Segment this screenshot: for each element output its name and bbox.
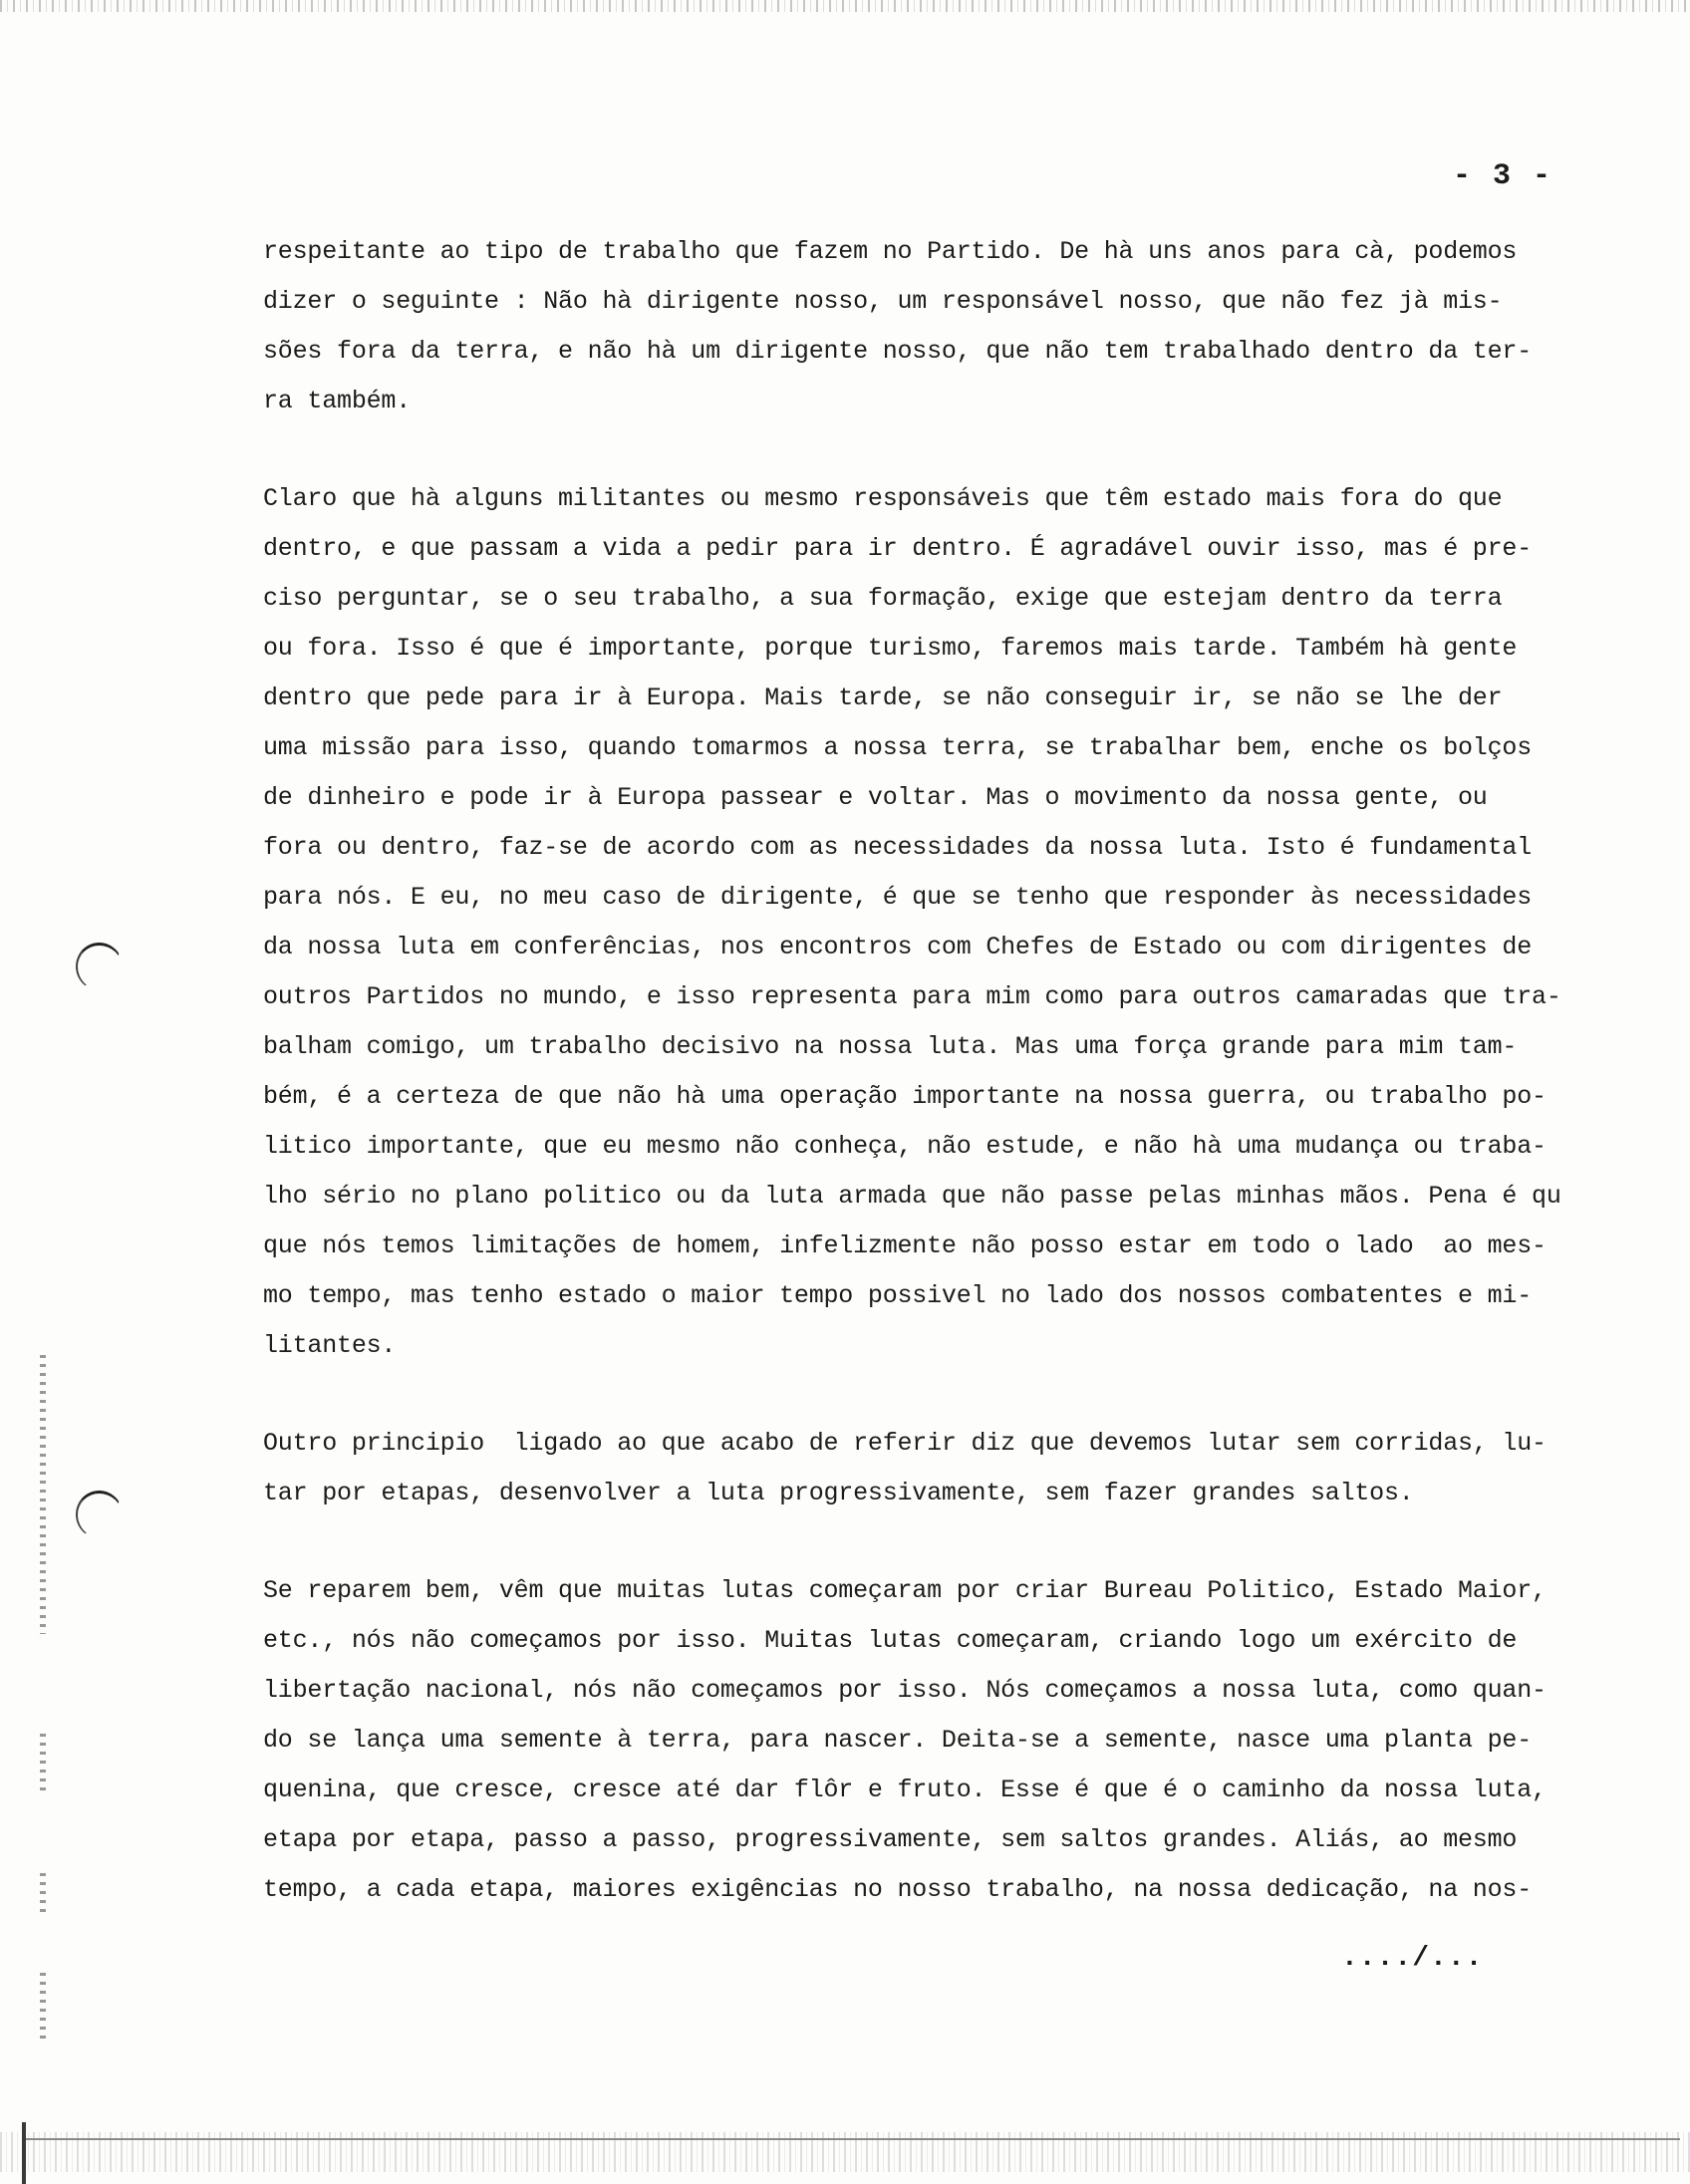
body-text: [263, 227, 1648, 1963]
text-line: Se reparem bem, vêm que muitas lutas começaram por criar Bureau Politico, Estado Maior,: [263, 1576, 1547, 1605]
text-line: libertação nacional, nós não começamos por isso. Nós começamos a nossa luta, como quan-: [263, 1676, 1547, 1705]
text-line: balham comigo, um trabalho decisivo na nossa luta. Mas uma força grande para mim tam-: [263, 1032, 1518, 1061]
text-line: mo tempo, mas tenho estado o maior tempo possivel no lado dos nossos combatentes e mi-: [263, 1281, 1533, 1310]
text-line: litico importante, que eu mesmo não conheça, não estude, e não hà uma mudança ou traba-: [263, 1132, 1547, 1161]
margin-marks: [40, 1973, 46, 2043]
text-line: da nossa luta em conferências, nos encontros com Chefes de Estado ou com dirigentes de: [263, 933, 1533, 961]
text-line: que nós temos limitações de homem, infelizmente não posso estar em todo o lado ao mes-: [263, 1231, 1547, 1260]
text-line: outros Partidos no mundo, e isso representa para mim como para outros camaradas que tra-: [263, 982, 1561, 1011]
punch-hole-upper: [76, 943, 123, 990]
text-line: uma missão para isso, quando tomarmos a nossa terra, se trabalhar bem, enche os bolços: [263, 733, 1533, 762]
text-line: quenina, que cresce, cresce até dar flôr e fruto. Esse é que é o caminho da nossa luta,: [263, 1775, 1547, 1804]
punch-hole-lower: [76, 1491, 123, 1538]
text-line: dizer o seguinte : Não hà dirigente nosso, um responsável nosso, que não fez jà mis-: [263, 287, 1503, 316]
margin-marks: [40, 1873, 46, 1913]
text-line: sões fora da terra, e não hà um dirigente nosso, que não tem trabalhado dentro da ter-: [263, 337, 1533, 366]
page-number: - 3 -: [1453, 159, 1553, 193]
text-line: bém, é a certeza de que não hà uma operação importante na nossa guerra, ou trabalho po-: [263, 1082, 1547, 1111]
text-line: etc., nós não começamos por isso. Muitas lutas começaram, criando logo um exército de: [263, 1626, 1518, 1655]
paragraph: [263, 227, 1648, 426]
text-line: tar por etapas, desenvolver a luta progressivamente, sem fazer grandes saltos.: [263, 1479, 1414, 1507]
paragraph: [263, 474, 1648, 1371]
text-line: tempo, a cada etapa, maiores exigências no nosso trabalho, na nossa dedicação, na nos-: [263, 1875, 1533, 1904]
text-line: ou fora. Isso é que é importante, porque turismo, faremos mais tarde. Também hà gente: [263, 634, 1518, 663]
paragraph: [263, 1566, 1648, 1915]
text-line: dentro que pede para ir à Europa. Mais tarde, se não conseguir ir, se não se lhe der: [263, 683, 1503, 712]
text-line: Outro principio ligado ao que acabo de referir diz que devemos lutar sem corridas, lu-: [263, 1429, 1547, 1458]
margin-marks: [40, 1734, 46, 1793]
text-line: respeitante ao tipo de trabalho que fazem no Partido. De hà uns anos para cà, podemos: [263, 237, 1518, 266]
paragraph: [263, 1419, 1648, 1518]
text-line: lho sério no plano politico ou da luta armada que não passe pelas minhas mãos. Pena é qu: [263, 1182, 1561, 1211]
text-line: ciso perguntar, se o seu trabalho, a sua formação, exige que estejam dentro da terra: [263, 584, 1503, 613]
scan-bottom-line: [26, 2138, 1680, 2140]
text-line: Claro que hà alguns militantes ou mesmo responsáveis que têm estado mais fora do que: [263, 484, 1503, 513]
text-line: litantes.: [263, 1331, 397, 1360]
text-line: ra também.: [263, 387, 412, 415]
text-line: para nós. E eu, no meu caso de dirigente, é que se tenho que responder às necessidades: [263, 883, 1533, 912]
text-line: dentro, e que passam a vida a pedir para ir dentro. É agradável ouvir isso, mas é pre-: [263, 534, 1533, 563]
text-line: etapa por etapa, passo a passo, progressivamente, sem saltos grandes. Aliás, ao mesmo: [263, 1825, 1518, 1854]
scan-left-bar: [22, 2122, 26, 2184]
text-line: do se lança uma semente à terra, para nascer. Deita-se a semente, nasce uma planta pe-: [263, 1726, 1533, 1755]
text-line: fora ou dentro, faz-se de acordo com as necessidades da nossa luta. Isto é fundamental: [263, 833, 1533, 862]
scan-top-edge: [0, 0, 1690, 12]
continuation-mark: ..../...: [1341, 1943, 1484, 1974]
margin-marks: [40, 1355, 46, 1634]
text-line: de dinheiro e pode ir à Europa passear e voltar. Mas o movimento da nossa gente, ou: [263, 783, 1488, 812]
